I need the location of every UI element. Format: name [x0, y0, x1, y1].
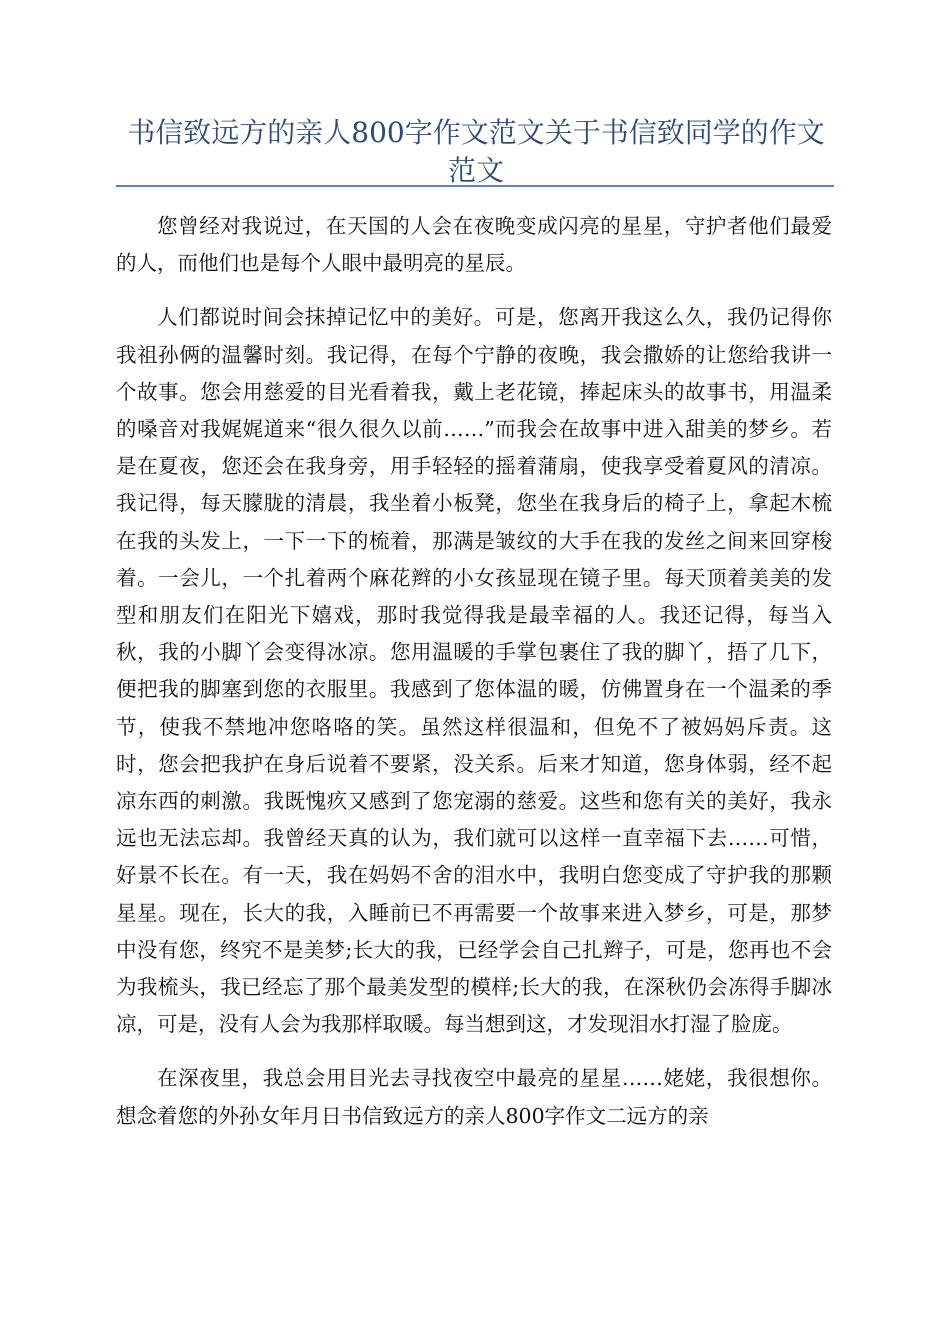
title-underline [116, 185, 834, 187]
paragraph-3: 在深夜里，我总会用目光去寻找夜空中最亮的星星……姥姥，我很想你。想念着您的外孙女年月日书信致远方的亲人800字作文二远方的亲 [116, 1066, 832, 1128]
document-title: 书信致远方的亲人800字作文范文关于书信致同学的作文范文 [127, 116, 825, 187]
document-body [116, 208, 832, 1152]
paragraph-2: 人们都说时间会抹掉记忆中的美好。可是，您离开我这么久，我仍记得你我祖孙俩的温馨时刻。我记得，在每个宁静的夜晚，我会撒娇的让您给我讲一个故事。您会用慈爱的目光看着我，戴上老花镜，捧起床头的故事书，用温柔的嗓音对我娓娓道来“很久很久以前……”而我会在故事中进入甜美的梦乡。若是在夏夜，您还会在我身旁，用手轻轻的摇着蒲扇，使我享受着夏风的清凉。我记得，每天朦胧的清晨，我坐着小板凳，您坐在我身后的椅子上，拿起木梳在我的头发上，一下一下的梳着，那满是皱纹的大手在我的发丝之间来回穿梭着。一会儿，一个扎着两个麻花辫的小女孩显现在镜子里。每天顶着美美的发型和朋友们在阳光下嬉戏，那时我觉得我是最幸福的人。我还记得，每当入秋，我的小脚丫会变得冰凉。您用温暖的手掌包裹住了我的脚丫，捂了几下，便把我的脚塞到您的衣服里。我感到了您体温的暖，仿佛置身在一个温柔的季节，使我不禁地冲您咯咯的笑。虽然这样很温和，但免不了被妈妈斥责。这时，您会把我护在身后说着不要紧，没关系。后来才知道，您身体弱，经不起凉东西的刺激。我既愧疚又感到了您宠溺的慈爱。这些和您有关的美好，我永远也无法忘却。我曾经天真的认为，我们就可以这样一直幸福下去……可惜，好景不长在。有一天，我在妈妈不舍的泪水中，我明白您变成了守护我的那颗星星。现在，长大的我，入睡前已不再需要一个故事来进入梦乡，可是，那梦中没有您，终究不是美梦;长大的我，已经学会自己扎辫子，可是，您再也不会为我梳头，我已经忘了那个最美发型的模样;长大的我，在深秋仍会冻得手脚冰凉，可是，没有人会为我那样取暖。每当想到这，才发现泪水打湿了脸庞。 [116, 305, 832, 1037]
paragraph-1: 您曾经对我说过，在天国的人会在夜晚变成闪亮的星星，守护者他们最爱的人，而他们也是每个人眼中最明亮的星辰。 [116, 214, 832, 276]
